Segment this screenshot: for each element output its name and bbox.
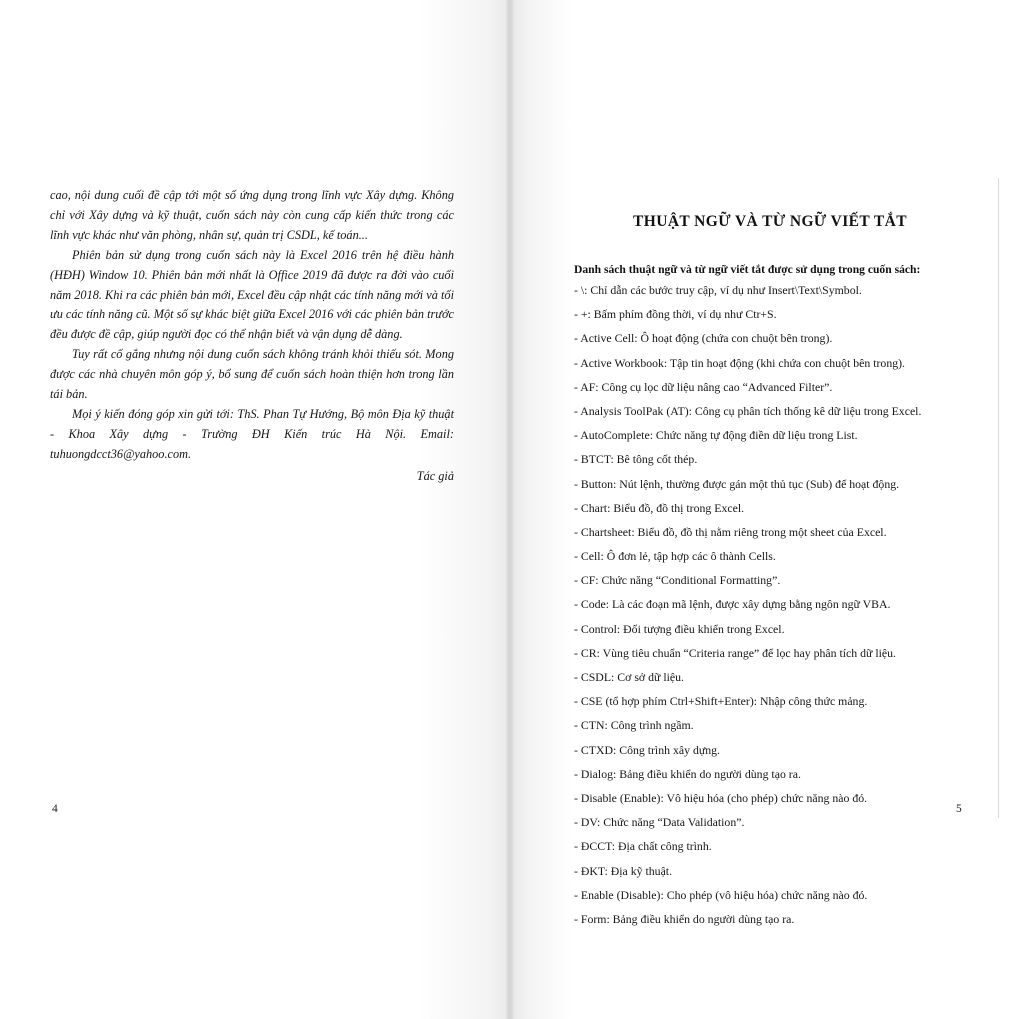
list-item: - Button: Nút lệnh, thường được gán một thủ tục (Sub) để hoạt động.	[574, 476, 900, 491]
paragraph: Mọi ý kiến đóng góp xin gửi tới: ThS. Phan Tự Hướng, Bộ môn Địa kỹ thuật - Khoa Xây dựng - Trường ĐH Kiến trúc Hà Nội. Email: tuhuongdcct36@yahoo.com.	[50, 406, 454, 461]
list-item: - Enable (Disable): Cho phép (vô hiệu hóa) chức năng nào đó.	[574, 887, 868, 902]
list-item: - AutoComplete: Chức năng tự động điền dữ liệu trong List.	[574, 428, 858, 443]
list-item: - CSDL: Cơ sở dữ liệu.	[574, 670, 684, 684]
paragraph: cao, nội dung cuối đề cập tới một số ứng dụng trong lĩnh vực Xây dựng. Không chỉ với Xây dựng và kỹ thuật, cuốn sách này còn cung cấp kiến thức trong các lĩnh vực khác như văn phòng, nhân sự, quản trị CSDL, kế toán...	[50, 188, 454, 242]
list-item: - ĐKT: Địa kỹ thuật.	[574, 863, 673, 878]
list-item: - Chart: Biểu đồ, đồ thị trong Excel.	[574, 500, 745, 515]
list-item: - Active Workbook: Tập tin hoạt động (khi chứa con chuột bên trong).	[574, 355, 905, 370]
page-title: THUẬT NGỮ VÀ TỪ NGỮ VIẾT TẮT	[633, 213, 907, 230]
page-gutter	[506, 0, 515, 1019]
list-item: - \: Chỉ dẫn các bước truy cập, ví dụ như Insert\Text\Symbol.	[574, 283, 862, 297]
list-item: - CF: Chức năng “Conditional Formatting”.	[574, 573, 781, 588]
list-item: - Code: Là các đoạn mã lệnh, được xây dựng bằng ngôn ngữ VBA.	[574, 597, 891, 612]
page-number-right: 5	[956, 803, 962, 815]
list-item: - AF: Công cụ lọc dữ liệu nâng cao “Advanced Filter”.	[574, 379, 833, 394]
list-item: - Disable (Enable): Vô hiệu hóa (cho phép) chức năng nào đó.	[574, 790, 868, 805]
list-item: - Dialog: Bảng điều khiển do người dùng tạo ra.	[574, 766, 801, 781]
list-item: - Active Cell: Ô hoạt động (chứa con chuột bên trong).	[574, 331, 833, 346]
list-item: - CTN: Công trình ngầm.	[574, 718, 694, 733]
list-item: - BTCT: Bê tông cốt thép.	[574, 452, 698, 467]
page-number-left: 4	[52, 803, 58, 815]
left-page-body	[50, 186, 454, 487]
list-item: - +: Bấm phím đồng thời, ví dụ như Ctr+S.	[574, 307, 777, 322]
list-item: - Chartsheet: Biểu đồ, đồ thị nằm riêng trong một sheet của Excel.	[574, 524, 887, 539]
list-item: - CTXD: Công trình xây dựng.	[574, 742, 720, 757]
list-item: - CSE (tổ hợp phím Ctrl+Shift+Enter): Nhập công thức mảng.	[574, 694, 868, 709]
list-item: - Control: Đối tượng điều khiển trong Excel.	[574, 621, 785, 636]
list-item: - ĐCCT: Địa chất công trình.	[574, 839, 712, 854]
paragraph: Phiên bản sử dụng trong cuốn sách này là Excel 2016 trên hệ điều hành (HĐH) Window 10. Phiên bản mới nhất là Office 2019 đã được ra đời vào cuối năm 2018. Khi ra các phiên bản mới, Excel đều cập nhật các tính năng mới và tối ưu các tính năng cũ. Một số sự khác biệt giữa Excel 2016 với các phiên bản trước đều được đề cập, giúp người đọc có thể nhận biết và vận dụng dễ dàng.	[50, 247, 454, 342]
list-item: - Form: Bảng điều khiển do người dùng tạo ra.	[574, 911, 795, 926]
glossary-list	[574, 285, 986, 938]
list-item: - CR: Vùng tiêu chuẩn “Criteria range” để lọc hay phân tích dữ liệu.	[574, 645, 896, 660]
page-edge-line	[998, 178, 999, 818]
paragraph: Tuy rất cố gắng nhưng nội dung cuốn sách không tránh khỏi thiếu sót. Mong được các nhà chuyên môn góp ý, bổ sung để cuốn sách hoàn thiện hơn trong lần tái bản.	[50, 347, 454, 402]
author-signature: Tác giả	[416, 468, 454, 483]
list-item: - Cell: Ô đơn lẻ, tập hợp các ô thành Cells.	[574, 549, 776, 564]
list-item: - Analysis ToolPak (AT): Công cụ phân tích thống kê dữ liệu trong Excel.	[574, 403, 922, 418]
glossary-lead: Danh sách thuật ngữ và từ ngữ viết tắt được sử dụng trong cuốn sách:	[574, 263, 921, 276]
list-item: - DV: Chức năng “Data Validation”.	[574, 815, 745, 830]
